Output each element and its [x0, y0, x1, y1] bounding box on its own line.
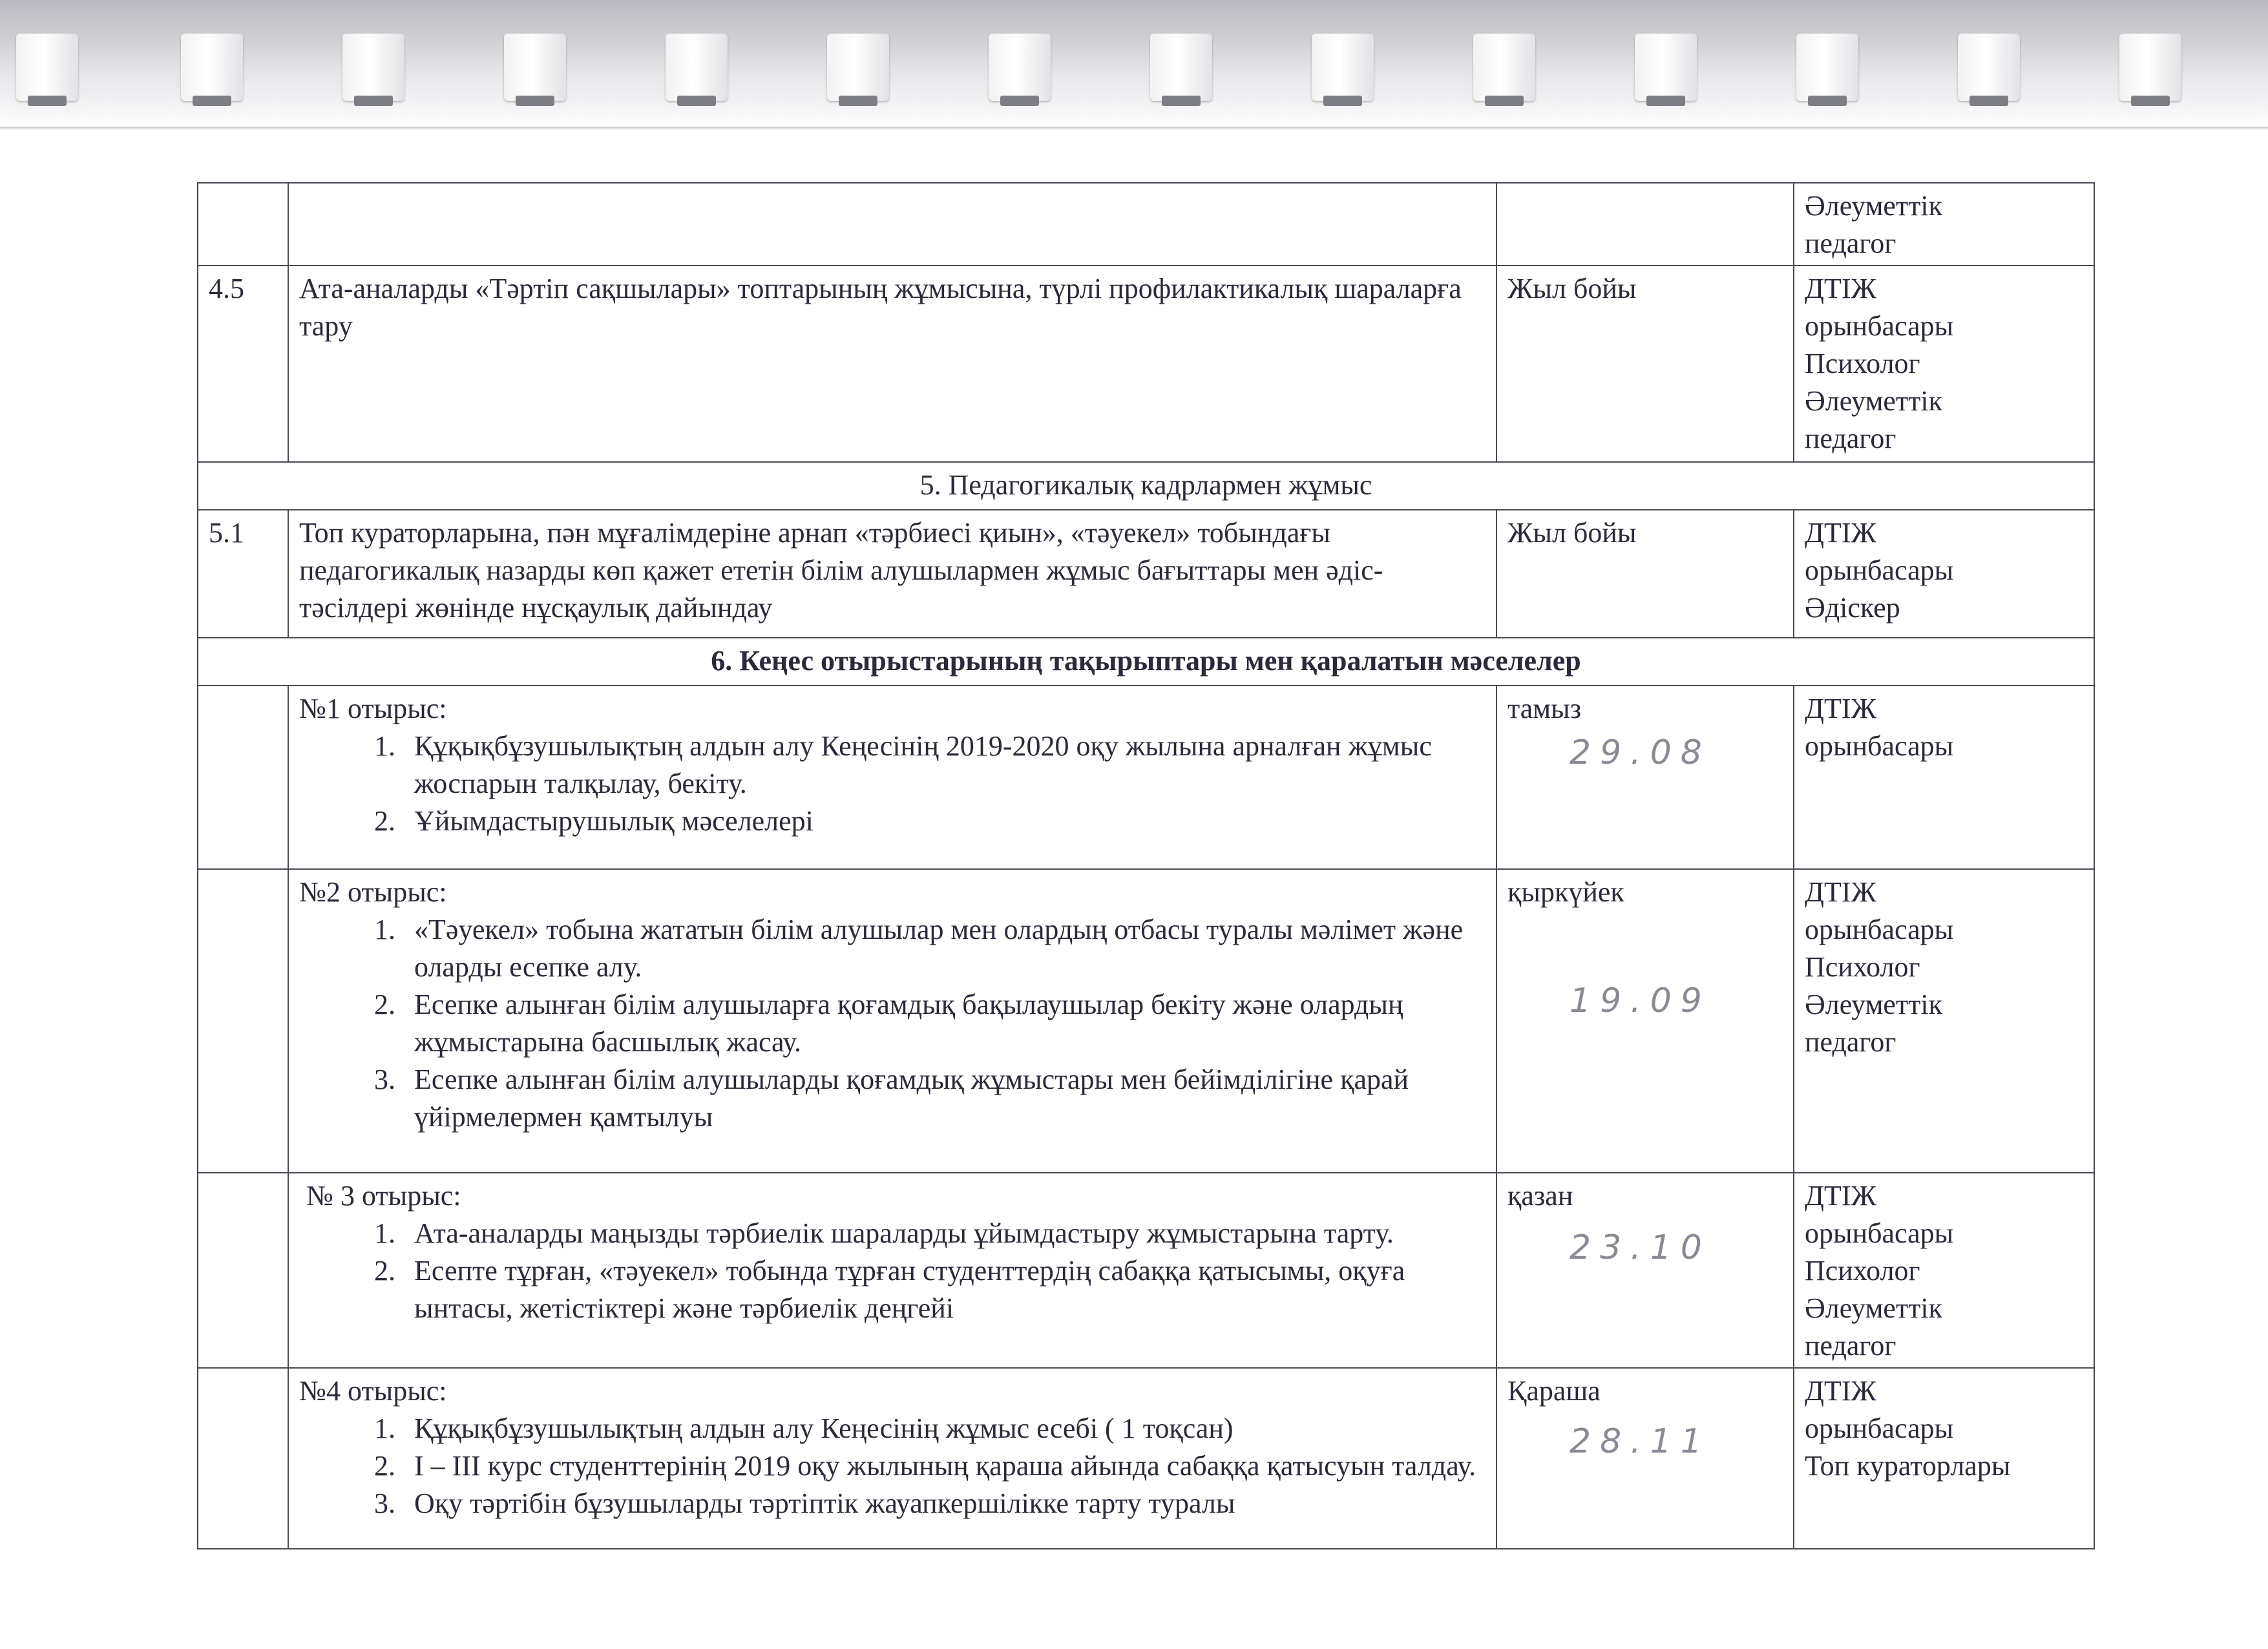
row-description: Топ кураторларына, пән мұғалімдеріне арнап «тәрбиесі қиын», «тәуекел» тобындағы педагогикалық назарды көп қажет ететін білім алушылармен жұмыс бағыттары мен әдіс-тәсілдері жөнінде нұсқаулық дайындау [288, 510, 1496, 638]
table-row [198, 869, 2094, 1173]
meeting-title: №2 отырыс: [299, 876, 447, 908]
responsible-line: орынбасары [1805, 730, 1954, 762]
responsible-line: педагог [1805, 1026, 1896, 1058]
row-number [198, 1173, 288, 1368]
table-row [198, 510, 2094, 638]
responsible-line: Психолог [1805, 348, 1920, 379]
row-time [1496, 686, 1794, 869]
meeting-month: Қараша [1507, 1375, 1601, 1407]
handwritten-date: 19.09 [1570, 982, 1711, 1020]
row-description [288, 1173, 1496, 1368]
handwritten-date: 28.11 [1570, 1422, 1711, 1461]
responsible-line: орынбасары [1805, 554, 1954, 586]
row-responsible [1794, 1368, 2094, 1549]
responsible-line: ДТІЖ [1805, 1180, 1876, 1212]
responsible-line: ДТІЖ [1805, 517, 1876, 549]
row-description: Ата-аналарды «Тәртіп сақшылары» топтарының жұмысына, түрлі профилактикалық шараларға тару [288, 266, 1496, 462]
row-time [1496, 869, 1794, 1173]
row-description [288, 183, 1496, 266]
row-time [1496, 1368, 1794, 1549]
handwritten-date: 29.08 [1570, 733, 1711, 772]
row-number [198, 1368, 288, 1549]
responsible-line: орынбасары [1805, 1413, 1954, 1444]
paper-edge [0, 127, 2268, 131]
section-row [198, 462, 2094, 510]
responsible-line: педагог [1805, 423, 1896, 454]
list-item: 1. Құқықбұзушылықтың алдын алу Кеңесінің жұмыс есебі ( 1 тоқсан) [403, 1410, 1486, 1447]
handwritten-date: 23.10 [1570, 1228, 1711, 1267]
responsible-line: орынбасары [1805, 914, 1954, 945]
meeting-items [299, 1410, 1486, 1522]
responsible-line: педагог [1805, 227, 1896, 259]
spiral-binding [0, 0, 2268, 129]
meeting-month: қыркүйек [1507, 876, 1624, 908]
responsible-line: Әлеуметтік [1805, 989, 1943, 1020]
binding-ring [666, 34, 728, 101]
responsible-line: ДТІЖ [1805, 693, 1876, 724]
section-heading: 5. Педагогикалық кадрлармен жұмыс [198, 462, 2094, 510]
responsible-line: Психолог [1805, 951, 1920, 983]
row-responsible [1794, 183, 2094, 266]
row-time: Жыл бойы [1496, 510, 1794, 638]
row-description [288, 869, 1496, 1173]
table-row [198, 1368, 2094, 1549]
responsible-line: Топ кураторлары [1805, 1450, 2011, 1482]
plan-table [197, 182, 2095, 1549]
row-responsible [1794, 510, 2094, 638]
list-item: 2. І – ІІІ курс студенттерінің 2019 оқу жылының қараша айында сабаққа қатысуын талдау. [403, 1447, 1486, 1485]
responsible-line: Әлеуметтік [1805, 1292, 1943, 1324]
binding-ring [504, 34, 566, 101]
binding-ring [1796, 34, 1858, 101]
list-item: 1. Ата-аналарды маңызды тәрбиелік шараларды ұйымдастыру жұмыстарына тарту. [403, 1215, 1486, 1252]
meeting-items [299, 728, 1486, 840]
row-number: 5.1 [198, 510, 288, 638]
binding-ring [342, 34, 404, 101]
row-time: Жыл бойы [1496, 266, 1794, 462]
row-description [288, 686, 1496, 869]
meeting-month: тамыз [1507, 693, 1582, 724]
meeting-title: № 3 отырыс: [299, 1180, 461, 1212]
list-item: 1. «Тәуекел» тобына жататын білім алушылар мен олардың отбасы туралы мәлімет және оларды есепке алу. [403, 911, 1486, 986]
binding-ring [989, 34, 1051, 101]
row-responsible [1794, 869, 2094, 1173]
binding-ring [1150, 34, 1212, 101]
table-row [198, 183, 2094, 266]
list-item: 1. Құқықбұзушылықтың алдын алу Кеңесінің 2019-2020 оқу жылына арналған жұмыс жоспарын талқылау, бекіту. [403, 728, 1486, 803]
table-row [198, 266, 2094, 462]
row-number: 4.5 [198, 266, 288, 462]
responsible-line: Әлеуметтік [1805, 385, 1943, 417]
meeting-title: №4 отырыс: [299, 1375, 447, 1407]
section-row [198, 638, 2094, 686]
table-row [198, 686, 2094, 869]
responsible-line: орынбасары [1805, 1217, 1954, 1249]
meeting-items [299, 911, 1486, 1136]
responsible-line: Әдіскер [1805, 592, 1900, 624]
binding-ring [1312, 34, 1374, 101]
binding-ring [827, 34, 889, 101]
row-number [198, 686, 288, 869]
binding-ring [1473, 34, 1535, 101]
binding-ring [181, 34, 243, 101]
meeting-items [299, 1215, 1486, 1327]
row-responsible [1794, 266, 2094, 462]
row-responsible [1794, 686, 2094, 869]
meeting-title: №1 отырыс: [299, 693, 447, 724]
section-heading: 6. Кеңес отырыстарының тақырыптары мен қаралатын мәселелер [198, 638, 2094, 686]
responsible-line: Әлеуметтік [1805, 190, 1943, 222]
list-item: 3. Есепке алынған білім алушыларды қоғамдық жұмыстары мен бейімділігіне қарай үйірмелермен қамтылуы [403, 1061, 1486, 1136]
row-number [198, 183, 288, 266]
list-item: 3. Оқу тәртібін бұзушыларды тәртіптік жауапкершілікке тарту туралы [403, 1485, 1486, 1522]
binding-ring [2119, 34, 2181, 101]
row-time [1496, 1173, 1794, 1368]
responsible-line: педагог [1805, 1330, 1896, 1361]
row-time [1496, 183, 1794, 266]
responsible-line: ДТІЖ [1805, 876, 1876, 908]
list-item: 2. Есепке алынған білім алушыларға қоғамдық бақылаушылар бекіту және олардың жұмыстарына басшылық жасау. [403, 986, 1486, 1061]
table-row [198, 1173, 2094, 1368]
binding-ring [16, 34, 78, 101]
meeting-month: қазан [1507, 1180, 1573, 1212]
responsible-line: ДТІЖ [1805, 273, 1876, 304]
row-number [198, 869, 288, 1173]
row-description [288, 1368, 1496, 1549]
responsible-line: Психолог [1805, 1255, 1920, 1287]
list-item: 2. Ұйымдастырушылық мәселелері [403, 803, 1486, 840]
list-item: 2. Есепте тұрған, «тәуекел» тобында тұрған студенттердің сабаққа қатысымы, оқуға ынтасы, жетістіктері және тәрбиелік деңгейі [403, 1252, 1486, 1327]
responsible-line: орынбасары [1805, 310, 1954, 342]
binding-ring [1635, 34, 1697, 101]
binding-ring [1958, 34, 2020, 101]
responsible-line: ДТІЖ [1805, 1375, 1876, 1407]
row-responsible [1794, 1173, 2094, 1368]
